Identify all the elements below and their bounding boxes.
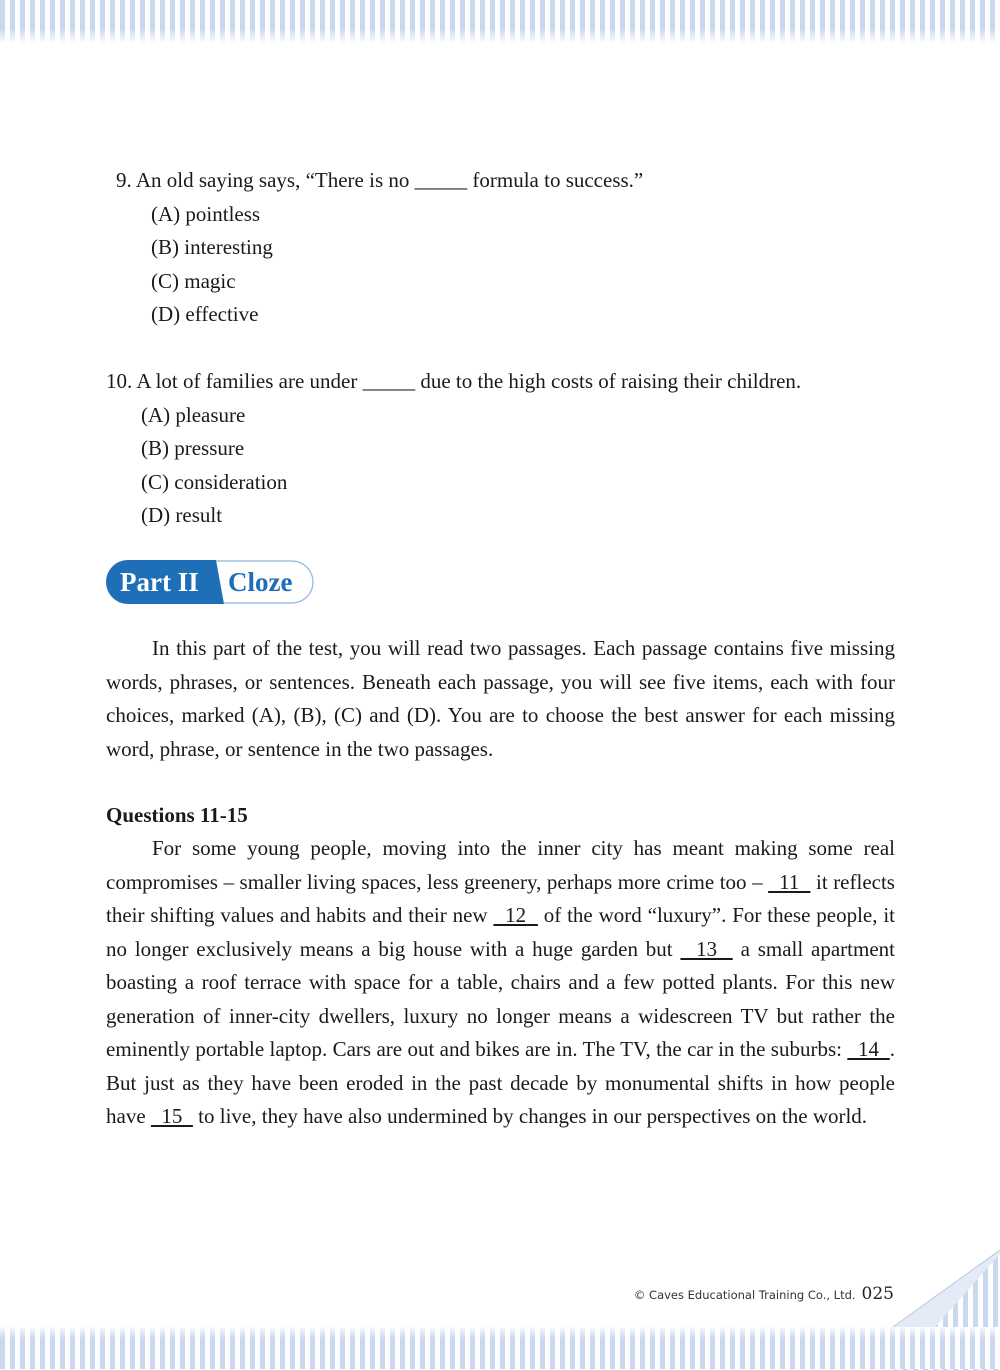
part-name: Cloze [228, 567, 293, 597]
blank-14: 14 [847, 1037, 890, 1061]
option-c: (C) magic [151, 268, 236, 293]
question-text: A lot of families are under _____ due to the high costs of raising their children. [136, 369, 802, 393]
option-b: (B) interesting [151, 235, 273, 259]
blank-11: 11 [768, 869, 811, 894]
page-number: 025 [861, 1284, 894, 1304]
question-text: An old saying says, “There is no _____ formula to success.” [135, 168, 644, 192]
blank-12: 12 [493, 903, 538, 927]
option-b: (B) pressure [141, 436, 245, 460]
top-decorative-stripe [0, 0, 1000, 42]
question-stem [106, 365, 801, 399]
passage-text: For some young people, moving into the inner city has meant making some real compromises – smaller living spaces, less greenery, perhaps more crime too – [106, 836, 895, 894]
cloze-passage [106, 832, 895, 1134]
passage-text: of the word “luxury”. For these people, it no longer exclusively means a big house with a huge garden but [106, 903, 896, 961]
option-d: (D) effective [151, 302, 259, 326]
page-footer [634, 1284, 894, 1304]
option-c: (C) consideration [141, 469, 288, 494]
option-a: (A) pleasure [141, 402, 246, 427]
blank-15: 15 [150, 1104, 193, 1128]
question-9 [116, 164, 643, 332]
question-10 [106, 365, 801, 533]
option-d: (D) result [141, 503, 223, 527]
questions-heading: Questions 11-15 [106, 803, 248, 827]
passage-text: it reflects their shifting values and habits and their new [106, 869, 895, 927]
question-number: 10. [106, 369, 133, 393]
bottom-decorative-stripe [0, 1327, 1000, 1369]
instructions-paragraph: In this part of the test, you will read two passages. Each passage contains five missing words, phrases, or sentences. Beneath each passage, you will see five items, each with four choices, marked (A), (B), (C) and (D). You are to choose the best answer for each missing word, phrase, or sentence in the two passages. [106, 636, 895, 761]
passage-text: . But just as they have been eroded in the past decade by monumental shifts in how people have [106, 1037, 896, 1128]
copyright-text: © Caves Educational Training Co., Ltd. [633, 1288, 856, 1302]
part-header-badge [106, 560, 314, 604]
question-number: 9. [116, 168, 132, 192]
part-label: Part II [120, 567, 199, 597]
option-a: (A) pointless [151, 201, 261, 226]
passage-text: a small apartment boasting a roof terrace with space for a table, chairs and a few potted plants. For this new generation of inner-city dwellers, luxury no longer means a widescreen TV but rather the eminently portable laptop. Cars are out and bikes are in. The TV, the car in the suburbs: [106, 936, 896, 1061]
blank-13: 13 [680, 936, 733, 961]
question-stem [116, 164, 643, 198]
passage-text: to live, they have also undermined by changes in our perspectives on the world. [192, 1104, 868, 1128]
